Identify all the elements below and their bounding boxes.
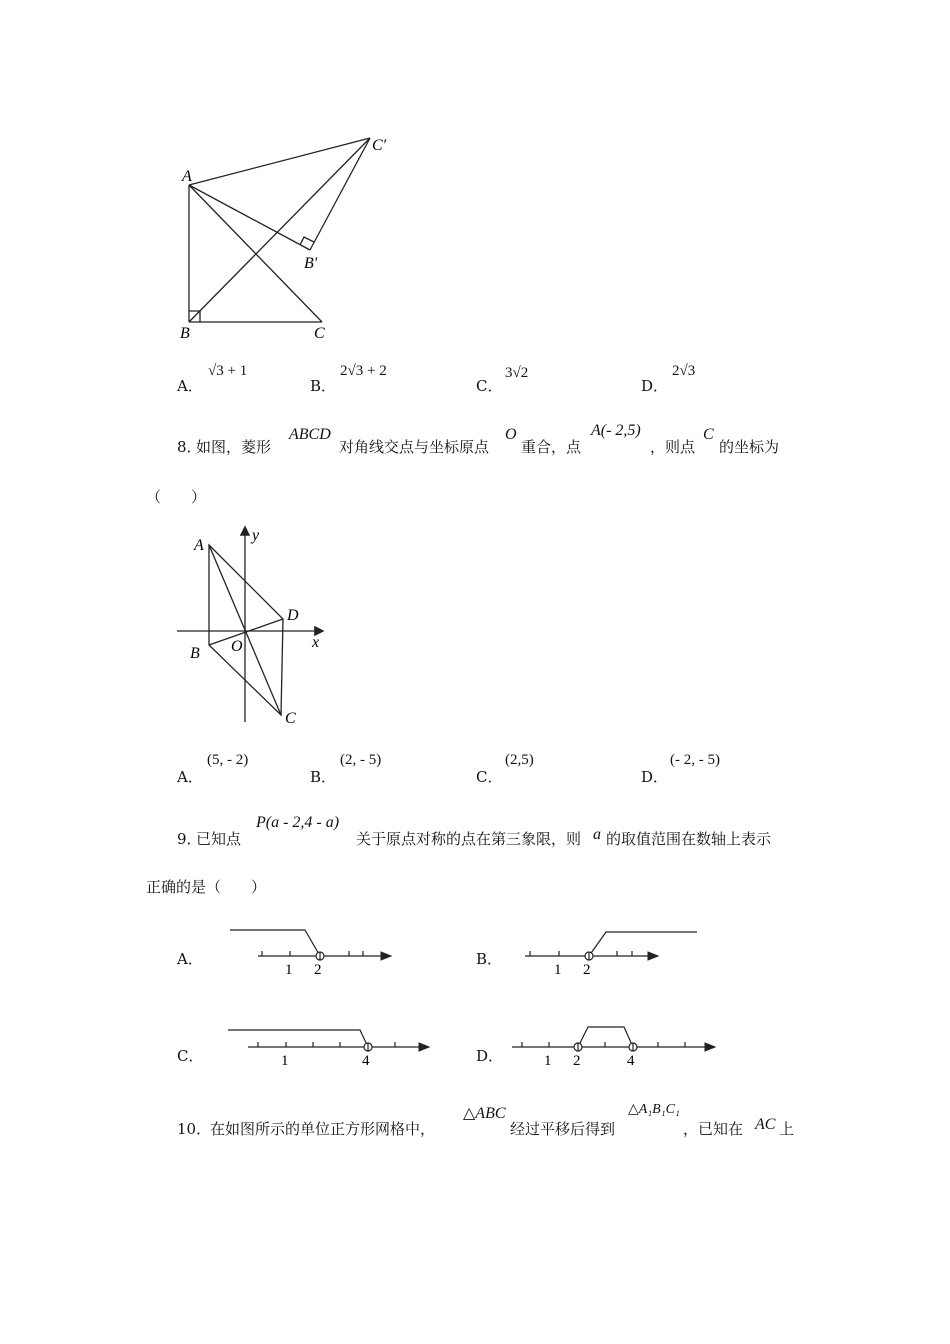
q9-number-lines xyxy=(220,920,730,1070)
q7-option-a-value: √3 + 1 xyxy=(208,363,248,379)
q8-label-c: C xyxy=(285,710,296,727)
q7-label-b: B xyxy=(180,325,190,342)
q8-text-5: 的坐标为 xyxy=(719,438,780,456)
q9-math-p: P(a - 2,4 - a) xyxy=(256,814,340,831)
q8-label-b: B xyxy=(190,645,200,662)
q8-math-c: C xyxy=(703,426,714,443)
q8-math-a: A(- 2,5) xyxy=(591,422,641,439)
q7-option-b-label: B． xyxy=(310,377,337,395)
q8-option-a-value: (5, - 2) xyxy=(207,752,249,768)
q8-option-d-label: D． xyxy=(641,768,669,786)
q8-label-x: x xyxy=(312,634,320,651)
q9-numberline-a xyxy=(230,930,390,960)
q9-option-b-label: B． xyxy=(476,950,503,968)
q9-b-tick-1: 1 xyxy=(554,962,562,978)
q9-text-1: 已知点 xyxy=(196,830,242,848)
q10-text-1: 在如图所示的单位正方形网格中， xyxy=(210,1120,436,1138)
q9-c-tick-4: 4 xyxy=(362,1053,370,1069)
q8-math-o: O xyxy=(505,426,517,443)
q9-a-tick-1: 1 xyxy=(285,962,293,978)
q8-text-4: ，则点 xyxy=(650,438,696,456)
q7-label-bprime: B′ xyxy=(304,255,318,272)
q9-text-2: 关于原点对称的点在第三象限，则 xyxy=(356,830,582,848)
q10-number: 10． xyxy=(177,1120,212,1138)
q9-option-d-label: D． xyxy=(476,1047,504,1065)
q8-option-c-label: C． xyxy=(476,768,503,786)
q7-label-a: A xyxy=(182,168,192,185)
q9-numberline-b xyxy=(525,932,697,960)
q9-b-tick-2: 2 xyxy=(583,962,591,978)
q9-text-3: 的取值范围在数轴上表示 xyxy=(606,830,772,848)
q7-label-c: C xyxy=(314,325,325,342)
q8-option-c-value: (2,5) xyxy=(505,752,534,768)
q9-number: 9． xyxy=(177,830,202,848)
q9-text-line2: 正确的是（ ） xyxy=(146,878,267,896)
q10-math-abc: △ABC xyxy=(463,1105,506,1122)
q8-label-d: D xyxy=(287,607,299,624)
q9-numberline-c xyxy=(228,1030,428,1051)
q7-option-d-value: 2√3 xyxy=(672,363,696,379)
q8-label-y: y xyxy=(252,527,260,544)
q9-math-a: a xyxy=(593,826,601,843)
q9-option-c-label: C． xyxy=(177,1047,204,1065)
q10-math-ac: AC xyxy=(755,1116,776,1133)
q7-option-a-label: A． xyxy=(177,377,203,395)
q7-option-d-label: D． xyxy=(641,377,669,395)
q7-option-c-value: 3√2 xyxy=(505,365,529,381)
q9-option-a-label: A． xyxy=(177,950,203,968)
q9-a-tick-2: 2 xyxy=(314,962,322,978)
q8-text-2: 对角线交点与坐标原点 xyxy=(339,438,490,456)
q8-math-abcd: ABCD xyxy=(289,426,331,443)
q10-text-3: ，已知在 xyxy=(683,1120,744,1138)
q8-text-3: 重合，点 xyxy=(521,438,582,456)
q9-numberline-d xyxy=(512,1027,714,1051)
q8-number: 8． xyxy=(177,438,202,456)
q9-d-tick-2: 2 xyxy=(573,1053,581,1069)
q8-label-o: O xyxy=(231,638,243,655)
q10-math-a1b1c1: △A₁B₁C₁ xyxy=(628,1102,680,1117)
q8-option-b-value: (2, - 5) xyxy=(340,752,382,768)
q8-option-b-label: B． xyxy=(310,768,337,786)
q9-c-tick-1: 1 xyxy=(281,1053,289,1069)
q8-option-d-value: (- 2, - 5) xyxy=(670,752,720,768)
q8-text-1: 如图，菱形 xyxy=(196,438,272,456)
q8-label-a: A xyxy=(194,537,204,554)
q7-option-c-label: C． xyxy=(476,377,503,395)
q8-answer-paren: （ ） xyxy=(146,488,207,506)
q10-text-4: 上 xyxy=(779,1120,795,1138)
q7-label-cprime: C′ xyxy=(372,137,387,154)
q10-text-2: 经过平移后得到 xyxy=(510,1120,616,1138)
q9-d-tick-1: 1 xyxy=(544,1053,552,1069)
q8-option-a-label: A． xyxy=(177,768,203,786)
q8-figure xyxy=(170,520,340,730)
q7-option-b-value: 2√3 + 2 xyxy=(340,363,387,379)
q9-d-tick-4: 4 xyxy=(627,1053,635,1069)
q7-figure xyxy=(170,130,400,345)
